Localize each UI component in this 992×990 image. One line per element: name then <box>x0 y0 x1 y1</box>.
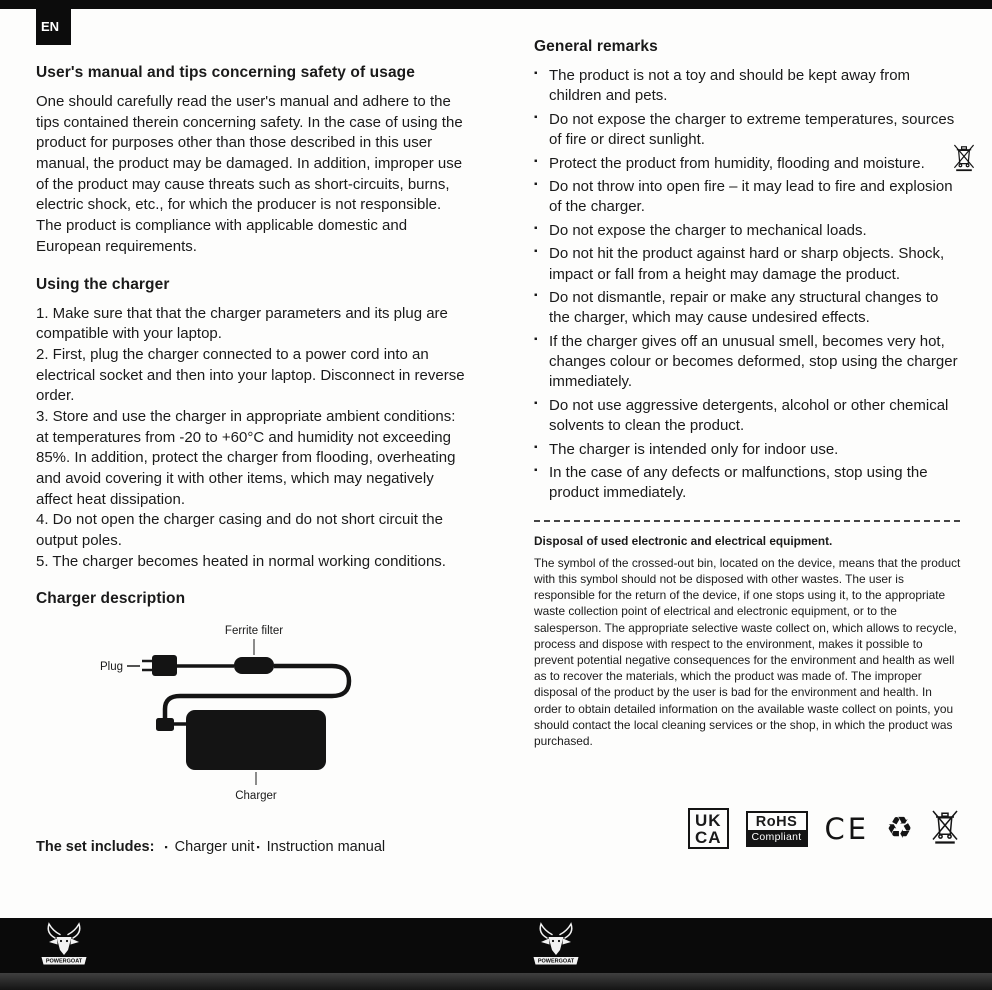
using-step: 3. Store and use the charger in appropriate ambient conditions: at temperatures from -20 to +60°C and humidity not exceeding 85%. In addition, protect the charger from flooding, overheating and avoid covering it with other items, which may negatively affect heat dissipation. <box>36 407 456 508</box>
recycle-icon: ♻ <box>886 810 913 846</box>
remark-item: ▪ In the case of any defects or malfunctions, stop using the product immediately. <box>534 463 962 504</box>
ce-mark: CE <box>824 811 870 846</box>
safety-body-text: One should carefully read the user's manual and adhere to the tips contained therein concerning safety. In the case of using the product for purposes other than those described in this user manual, the product may be damaged. In addition, improper use of the product may cause threats such as short-circuits, burns, electric shock, etc., for which the producer is not responsible. The product is compliance with applicable domestic and European requirements. <box>36 93 463 255</box>
remark-item: ▪ If the charger gives off an unusual smell, becomes very hot, changes colour or becomes deformed, stop using the charger immediately. <box>534 332 962 393</box>
ukca-mark <box>688 808 729 850</box>
disposal-section <box>534 534 962 749</box>
disposal-heading: Disposal of used electronic and electrical equipment. <box>534 533 833 548</box>
plug-shape <box>152 655 177 676</box>
ukca-mark-top: UK <box>694 810 722 830</box>
remark-item: ▪ Do not expose the charger to mechanical loads. <box>534 221 962 241</box>
powergoat-logo <box>530 921 582 971</box>
plug-label: Plug <box>100 661 124 674</box>
remark-item: ▪ Do not use aggressive detergents, alcohol or other chemical solvents to clean the product. <box>534 396 962 437</box>
using-step: 5. The charger becomes heated in normal working conditions. <box>36 552 446 570</box>
using-charger-heading: Using the charger <box>36 275 170 293</box>
content-columns <box>36 30 962 855</box>
language-badge-label: EN <box>41 18 60 34</box>
remark-item: ▪ Do not hit the product against hard or sharp objects. Shock, impact or fall from a height may damage the product. <box>534 244 962 285</box>
charger-brick-shape <box>186 710 326 770</box>
set-item: Instruction manual <box>266 839 386 856</box>
remark-item: ▪ Do not expose the charger to extreme temperatures, sources of fire or direct sunlight. <box>534 110 962 151</box>
right-column <box>534 30 962 855</box>
using-step: 1. Make sure that that the charger parameters and its plug are compatible with your laptop. <box>36 304 448 343</box>
weee-bin-icon <box>930 807 960 850</box>
top-border-bar <box>0 0 992 9</box>
ukca-mark-bottom: CA <box>694 828 722 848</box>
charger-label: Charger <box>235 790 277 803</box>
using-step: 4. Do not open the charger casing and do not short circuit the output poles. <box>36 511 443 550</box>
safety-section <box>36 64 468 258</box>
safety-heading: User's manual and tips concerning safety of usage <box>36 64 415 81</box>
using-step: 2. First, plug the charger connected to a power cord into an electrical socket and then into your laptop. Disconnect in reverse order. <box>36 345 465 405</box>
bullet-icon: ▪ <box>256 842 260 853</box>
remark-item: ▪ Do not dismantle, repair or make any structural changes to the charger, which may cause undesired effects. <box>534 288 962 329</box>
certification-marks <box>534 807 962 850</box>
general-remarks-list <box>534 66 962 504</box>
disposal-body-text: The symbol of the crossed-out bin, located on the device, means that the product with this symbol should not be disposed with other wastes. The user is responsible for the return of the device, if one stops using it, to the appropriate waste collection point of electrical and electronic equipment, or to the salesperson. The appropriate selective waste collect on, which allows to recycle, process and dispose with respect to the environment, makes it possible to prevent potential negative consequences for the environment and health as well as to recover the materials, which the product was made of. The improper disposal of the product by the user is bad for the environment and health. In order to obtain detailed information on the available waste collect on points, you should contact the local cleaning services or the shop, in which the product was purchased. <box>534 555 961 748</box>
remark-item: ▪ The product is not a toy and should be kept away from children and pets. <box>534 66 962 107</box>
charger-description-heading: Charger description <box>36 590 186 608</box>
set-includes-line <box>36 839 468 855</box>
charger-diagram <box>94 622 468 813</box>
powergoat-logo <box>38 921 90 971</box>
general-remarks-heading: General remarks <box>534 38 658 55</box>
remark-item: ▪ The charger is intended only for indoor use. <box>534 440 962 460</box>
bottom-edge-strip <box>0 973 992 990</box>
dc-connector-shape <box>156 718 174 731</box>
ferrite-filter-shape <box>234 657 274 674</box>
rohs-mark-sublabel: Compliant <box>748 830 806 845</box>
using-charger-section <box>36 276 468 573</box>
charger-description-section <box>36 590 468 813</box>
rohs-mark <box>746 811 808 847</box>
section-divider <box>534 520 960 522</box>
left-column <box>36 30 468 855</box>
set-item: Charger unit <box>174 839 255 856</box>
weee-bin-icon <box>952 142 976 177</box>
remark-item: ▪ Protect the product from humidity, flooding and moisture. <box>534 154 962 174</box>
rohs-mark-label: RoHS <box>755 813 798 830</box>
ferrite-filter-label: Ferrite filter <box>224 625 284 638</box>
footer-bar <box>0 918 992 973</box>
remark-item: ▪ Do not throw into open fire – it may lead to fire and explosion of the charger. <box>534 177 962 218</box>
set-includes-label: The set includes: <box>36 839 155 856</box>
bullet-icon: ▪ <box>164 842 168 853</box>
